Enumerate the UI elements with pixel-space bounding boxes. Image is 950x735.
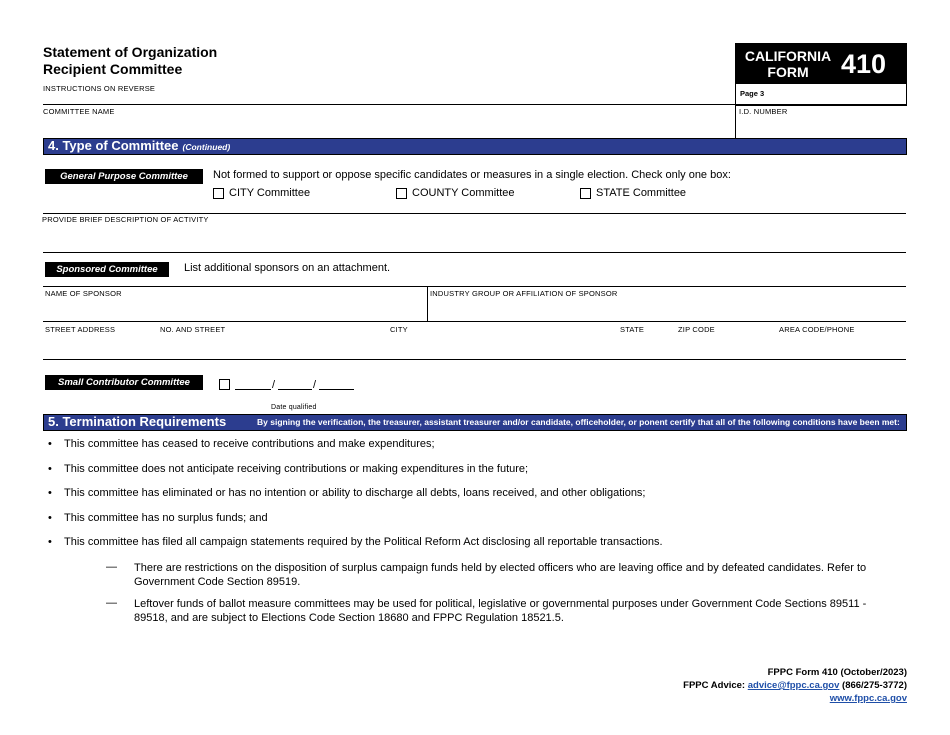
condition-item: This committee has eliminated or has no intention or ability to discharge all debts, loans received, and other obligations; (64, 487, 646, 499)
sponsor-name-field[interactable] (45, 299, 425, 319)
city-label: CITY (390, 325, 408, 334)
advice-email-link[interactable]: advice@fppc.ca.gov (747, 680, 840, 691)
form-label-line2: FORM (767, 64, 809, 80)
form-number-box (735, 43, 907, 106)
small-contributor-checkbox[interactable] (219, 379, 230, 390)
description-label: PROVIDE BRIEF DESCRIPTION OF ACTIVITY (42, 215, 209, 224)
county-committee-label: COUNTY Committee (412, 187, 515, 199)
bullet-marker: • (48, 536, 52, 548)
website-link[interactable]: www.fppc.ca.gov (829, 693, 907, 704)
divider (43, 252, 906, 253)
date-month-field[interactable] (235, 389, 271, 390)
restriction-note: Leftover funds of ballot measure committees may be used for political, legislative or governmental purposes under Government Code Sections 89511 - 89518, and are subject to Elections Code Section 18680 and FPPC Regulation 18521.5. (134, 598, 867, 624)
street-address-label: STREET ADDRESS (45, 325, 116, 334)
section-4-continued: (Continued) (182, 142, 231, 152)
area-code-phone-label: AREA CODE/PHONE (779, 325, 855, 334)
form-label-line1: CALIFORNIA (744, 48, 832, 64)
divider (43, 359, 906, 360)
sponsor-address-field[interactable] (45, 335, 904, 357)
form-title-line1: Statement of Organization (43, 44, 218, 60)
industry-group-label: INDUSTRY GROUP OR AFFILIATION OF SPONSOR (430, 289, 618, 298)
date-day-field[interactable] (278, 389, 312, 390)
footer-form-id: FPPC Form 410 (October/2023) (767, 667, 907, 678)
id-number-field[interactable] (739, 117, 905, 135)
city-committee-label: CITY Committee (229, 187, 311, 199)
activity-description-field[interactable] (43, 226, 905, 250)
industry-group-field[interactable] (430, 299, 904, 319)
date-separator: / (272, 379, 276, 391)
divider (43, 321, 906, 322)
sponsor-name-label: NAME OF SPONSOR (45, 289, 122, 298)
zip-code-label: ZIP CODE (678, 325, 715, 334)
divider (735, 104, 736, 138)
state-label: STATE (620, 325, 645, 334)
section-4-header (43, 138, 907, 155)
divider (427, 286, 428, 321)
section-4-heading: 4. Type of Committee (48, 138, 179, 153)
date-qualified-label: Date qualified (271, 404, 317, 411)
condition-item: This committee has filed all campaign statements required by the Political Reform Act disclosing all reportable transactions. (64, 536, 663, 548)
sponsored-instruction: List additional sponsors on an attachment. (184, 262, 391, 274)
advice-phone: (866/275-3772) (842, 680, 907, 691)
bullet-marker: • (48, 438, 52, 450)
small-contributor-tag: Small Contributor Committee (45, 375, 203, 390)
date-separator: / (313, 379, 317, 391)
divider (43, 104, 906, 105)
section-5-heading: 5. Termination Requirements (48, 414, 227, 429)
condition-item: This committee has ceased to receive contributions and make expenditures; (64, 438, 435, 450)
form-title-line2: Recipient Committee (43, 61, 183, 77)
footer-advice (683, 680, 907, 691)
general-purpose-instruction: Not formed to support or oppose specific candidates or measures in a single election. Check only one box: (213, 169, 731, 181)
footer-website (830, 693, 907, 704)
dash-marker: — (106, 597, 117, 609)
no-and-street-label: NO. AND STREET (160, 325, 226, 334)
general-purpose-tag: General Purpose Committee (45, 169, 203, 184)
section-4-title (48, 138, 230, 153)
restriction-note: There are restrictions on the disposition of surplus campaign funds held by elected officers who are leaving office and by defeated candidates. Refer to Government Code Section 89519. (134, 562, 867, 588)
form-number: 410 (841, 49, 887, 79)
committee-name-field[interactable] (43, 117, 733, 135)
section-5-note: By signing the verification, the treasurer, assistant treasurer and/or candidate, officeholder, or ponent certify that all of the following conditions have been met: (257, 417, 900, 427)
bullet-marker: • (48, 487, 52, 499)
instructions-note: INSTRUCTIONS ON REVERSE (43, 84, 156, 93)
committee-name-label: COMMITTEE NAME (43, 107, 115, 116)
county-committee-checkbox[interactable] (396, 188, 407, 199)
state-committee-checkbox[interactable] (580, 188, 591, 199)
form-title (43, 44, 217, 78)
bullet-marker: • (48, 463, 52, 475)
state-committee-label: STATE Committee (596, 187, 687, 199)
condition-item: This committee has no surplus funds; and (64, 512, 268, 524)
condition-item: This committee does not anticipate receiving contributions or making expenditures in the future; (64, 463, 529, 475)
form-number-banner (736, 44, 906, 84)
sponsored-committee-tag: Sponsored Committee (45, 262, 169, 277)
advice-label: FPPC Advice: (683, 680, 746, 691)
form-label (742, 48, 834, 80)
id-number-label: I.D. NUMBER (739, 107, 788, 116)
divider (43, 213, 906, 214)
dash-marker: — (106, 561, 117, 573)
section-5-header (43, 414, 907, 431)
bullet-marker: • (48, 512, 52, 524)
date-year-field[interactable] (319, 389, 354, 390)
page-number: Page 3 (740, 89, 765, 98)
city-committee-checkbox[interactable] (213, 188, 224, 199)
divider (43, 286, 906, 287)
